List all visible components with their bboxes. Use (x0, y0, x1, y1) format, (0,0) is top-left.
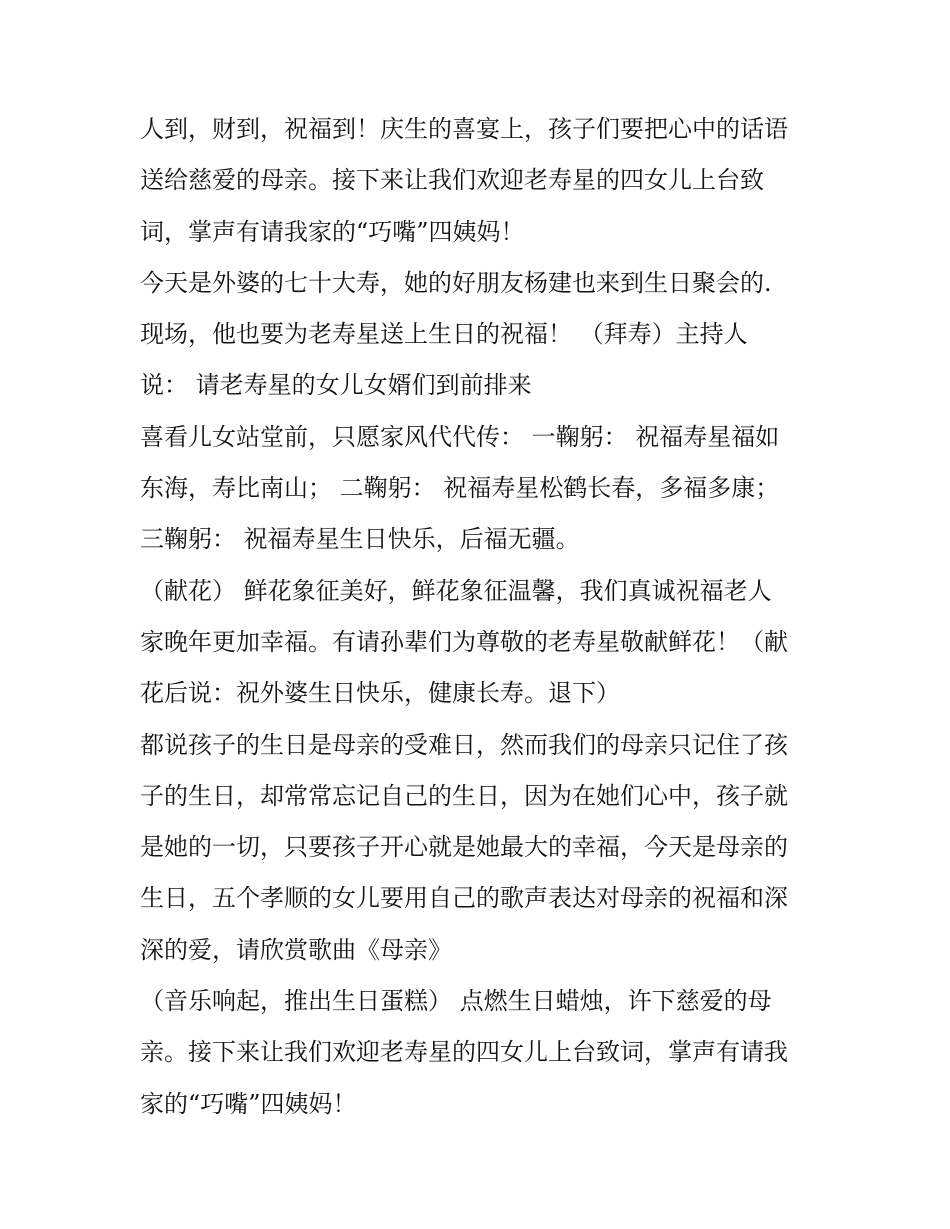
text-line: 东海，寿比南山； 二鞠躬： 祝福寿星松鹤长春，多福多康； (140, 474, 780, 503)
text-line: 今天是外婆的七十大寿，她的好朋友杨建也来到生日聚会的. (140, 268, 772, 297)
text-line: 人到，财到，祝福到！庆生的喜宴上，孩子们要把心中的话语 (140, 115, 788, 143)
text-line: 送给慈爱的母亲。接下来让我们欢迎老寿星的四女儿上台致 (140, 166, 764, 195)
text-line: 是她的一切，只要孩子开心就是她最大的幸福，今天是母亲的 (140, 833, 788, 862)
text-line: 三鞠躬： 祝福寿星生日快乐，后福无疆。 (140, 525, 580, 554)
text-line: 家晚年更加幸福。有请孙辈们为尊敬的老寿星敬献鲜花！（献 (140, 627, 788, 656)
text-line: 子的生日，却常常忘记自己的生日，因为在她们心中，孩子就 (140, 781, 788, 810)
text-line: （音乐响起，推出生日蛋糕） 点燃生日蜡烛，许下慈爱的母 (140, 987, 772, 1016)
text-line: 都说孩子的生日是母亲的受难日，然而我们的母亲只记住了孩 (140, 730, 788, 759)
text-line: 花后说：祝外婆生日快乐，健康长寿。退下） (140, 679, 620, 708)
text-line: 家的“巧嘴”四姨妈！ (140, 1089, 357, 1118)
text-line: 喜看儿女站堂前，只愿家风代代传： 一鞠躬： 祝福寿星福如 (140, 422, 780, 451)
text-line: 深的爱，请欣赏歌曲《母亲》 (140, 935, 452, 964)
text-line: 亲。接下来让我们欢迎老寿星的四女儿上台致词，掌声有请我 (140, 1038, 788, 1067)
text-line: 词，掌声有请我家的“巧嘴”四姨妈！ (140, 217, 525, 246)
text-line: （献花） 鲜花象征美好，鲜花象征温馨，我们真诚祝福老人 (140, 576, 772, 605)
text-line: 生日，五个孝顺的女儿要用自己的歌声表达对母亲的祝福和深 (140, 884, 788, 913)
document-body (140, 104, 820, 1130)
text-line: 现场，他也要为老寿星送上生日的祝福！ （拜寿）主持人 (140, 320, 748, 349)
text-line: 说： 请老寿星的女儿女婿们到前排来 (140, 371, 532, 400)
